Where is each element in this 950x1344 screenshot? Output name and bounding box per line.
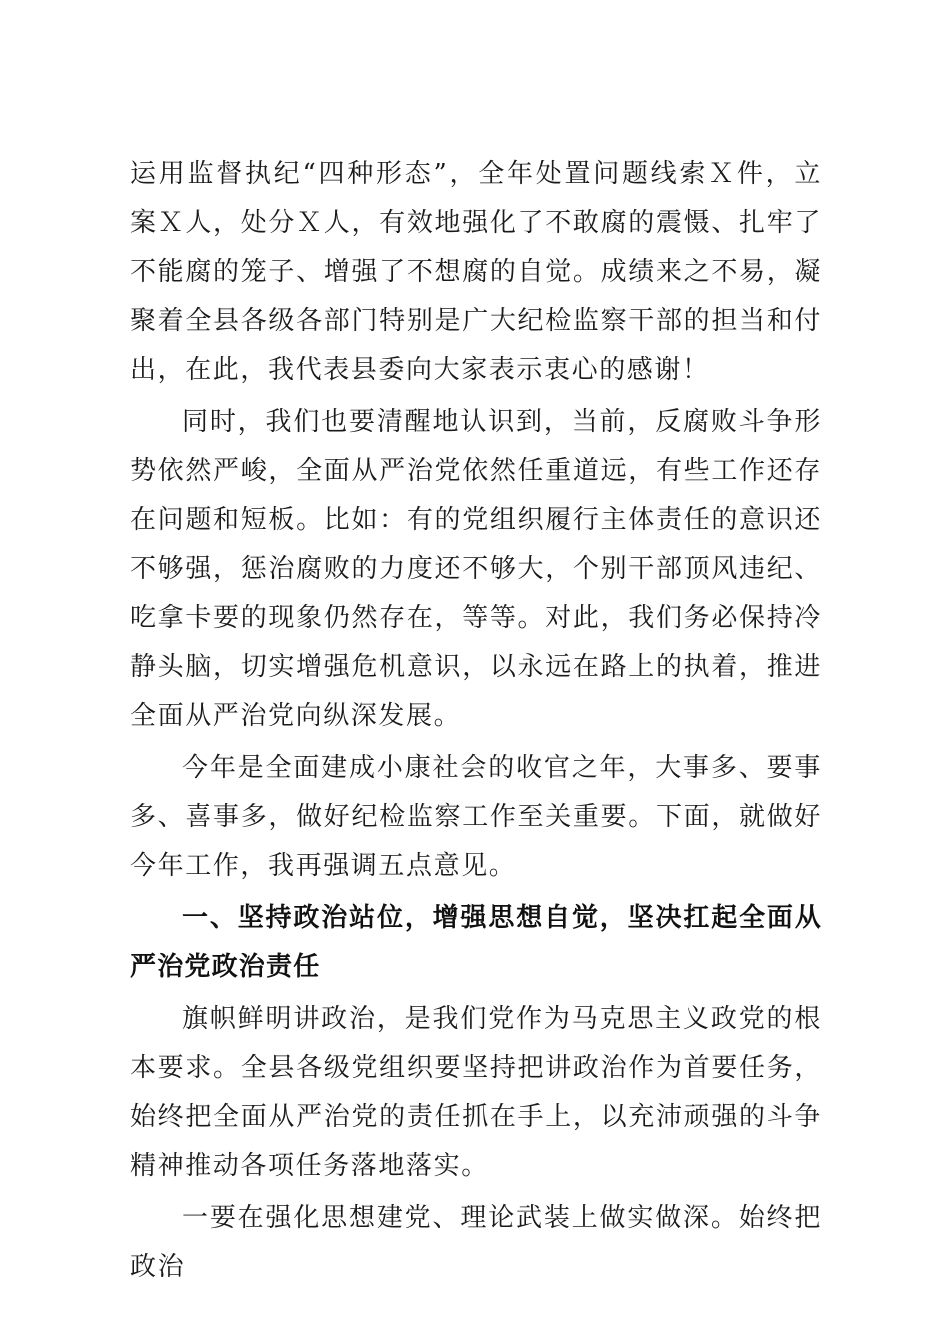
paragraph-first-point: 一要在强化思想建党、理论武装上做实做深。始终把政治	[130, 1203, 822, 1282]
paragraph-problems: 同时，我们也要清醒地认识到，当前，反腐败斗争形势依然严峻，全面从严治党依然任重道远，有些工作还存在问题和短板。比如：有的党组织履行主体责任的意识还不够强，惩治腐败的力度还不够大，个别干部顶风违纪、吃拿卡要的现象仍然存在，等等。对此，我们务必保持冷静头脑，切实增强危机意识，以永远在路上的执着，推进全面从严治党向纵深发展。	[130, 407, 822, 731]
paragraph-politics: 旗帜鲜明讲政治，是我们党作为马克思主义政党的根本要求。全县各级党组织要坚持把讲政治作为首要任务，始终把全面从严治党的责任抓在手上，以充沛顽强的斗争精神推动各项任务落地落实。	[130, 1004, 822, 1181]
document-body	[130, 150, 822, 1295]
section-heading-1: 一、坚持政治站位，增强思想自觉，坚决扛起全面从严治党政治责任	[130, 903, 822, 982]
paragraph-achievements: 运用监督执纪“四种形态”，全年处置问题线索Ｘ件，立案Ｘ人，处分Ｘ人，有效地强化了不敢腐的震慑、扎牢了不能腐的笼子、增强了不想腐的自觉。成绩来之不易，凝聚着全县各级各部门特别是广大纪检监察干部的担当和付出，在此，我代表县委向大家表示衷心的感谢！	[130, 159, 822, 385]
paragraph-this-year: 今年是全面建成小康社会的收官之年，大事多、要事多、喜事多，做好纪检监察工作至关重要。下面，就做好今年工作，我再强调五点意见。	[130, 753, 822, 881]
